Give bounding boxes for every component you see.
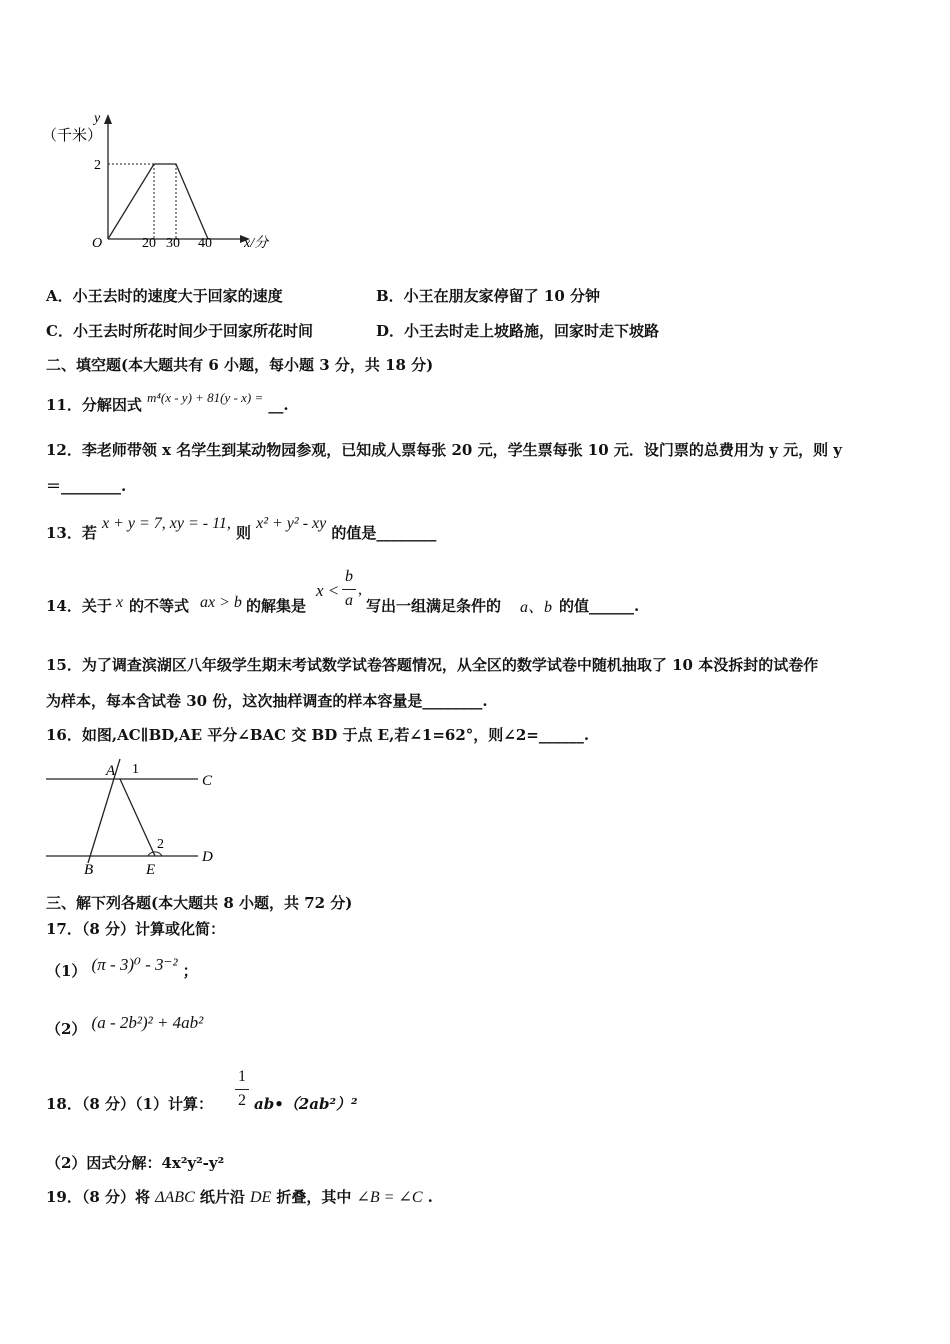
- question-19: [46, 1186, 433, 1207]
- q14-mid1: 的不等式: [129, 597, 190, 615]
- q19-triangle: ΔABC: [155, 1189, 195, 1206]
- distance-line: [108, 164, 208, 239]
- q18-fraction-denominator: 2: [238, 1092, 246, 1109]
- q18-prefix: 18．（8 分）（1）计算：: [46, 1095, 213, 1113]
- label-c: C: [202, 773, 213, 789]
- q13-suffix: 的值是________: [331, 524, 437, 542]
- q14-fraction-bar: [342, 589, 356, 590]
- label-b: B: [84, 862, 94, 878]
- q14-mid2: 的解集是: [246, 597, 307, 615]
- option-b: B．小王在朋友家停留了 10 分钟: [376, 287, 600, 305]
- y-tick-2: 2: [94, 158, 101, 173]
- label-a: A: [106, 763, 116, 779]
- section2-title: 二、填空题(本大题共有 6 小题，每小题 3 分，共 18 分): [46, 356, 434, 374]
- label-e: E: [146, 862, 156, 878]
- q14-ab: a、b: [520, 599, 553, 616]
- q14-solution-lhs: x <: [316, 581, 340, 600]
- option-c: C．小王去时所花时间少于回家所花时间: [46, 322, 313, 340]
- section3-title: 三、解下列各题(本大题共 8 小题，共 72 分): [46, 894, 353, 912]
- question-15-line2: 为样本，每本含试卷 30 份，这次抽样调查的样本容量是________.: [46, 692, 488, 710]
- question-12-line1: 12．李老师带领 x 名学生到某动物园参观，已知成人票每张 20 元，学生票每张 10 元．设门票的总费用为 y 元，则 y: [46, 441, 843, 459]
- q13-expression: x² + y² - xy: [256, 515, 327, 532]
- q19-condition: ∠B = ∠C: [356, 1189, 423, 1206]
- question-13: [46, 512, 437, 542]
- distance-time-graph: [40, 108, 280, 258]
- q19-mid1: 纸片沿: [199, 1188, 245, 1206]
- q14-prefix: 14．关于: [46, 597, 112, 615]
- q19-prefix: 19．（8 分）将: [46, 1188, 151, 1206]
- q14-x: x: [116, 594, 124, 611]
- q17-p2-expression: (a - 2b²)² + 4ab²: [91, 1013, 204, 1032]
- q11-formula: m⁴(x - y) + 81(y - x) =: [146, 390, 264, 405]
- question-18-part2: （2）因式分解：4x²y²-y²: [46, 1154, 225, 1172]
- question-12-line2: ＝________.: [46, 477, 127, 495]
- question-17-part1: [46, 954, 198, 980]
- option-a: A．小王去时的速度大于回家的速度: [46, 287, 283, 305]
- label-d: D: [202, 849, 213, 865]
- q19-de: DE: [249, 1189, 272, 1206]
- question-17-part2: [46, 1012, 204, 1038]
- x-tick-20: 20: [142, 236, 156, 251]
- q13-condition: x + y = 7, xy = - 11,: [101, 515, 231, 532]
- x-tick-30: 30: [166, 236, 180, 251]
- question-15-line1: 15．为了调查滨湖区八年级学生期末考试数学试卷答题情况，从全区的数学试卷中随机抽取了 10 本没拆封的试卷作: [46, 656, 819, 674]
- q17-p1-label: （1）: [46, 962, 87, 980]
- question-17-title: 17．（8 分）计算或化简：: [46, 920, 226, 938]
- q14-inequality: ax > b: [200, 594, 242, 611]
- q14-comma: ,: [358, 581, 362, 598]
- q14-fraction-denominator: a: [345, 592, 353, 609]
- origin-label: O: [92, 236, 103, 251]
- q13-then: 则: [236, 524, 252, 542]
- q14-mid3: 写出一组满足条件的: [366, 597, 502, 615]
- q17-p1-expression: (π - 3)⁰ - 3⁻²: [91, 955, 178, 974]
- q18-fraction-numerator: 1: [238, 1068, 246, 1085]
- option-d: D．小王去时走上坡路施，回家时走下坡路: [376, 322, 660, 340]
- q18-fraction-bar: [235, 1089, 249, 1090]
- q19-mid2: 折叠，其中: [276, 1188, 352, 1206]
- q14-fraction-numerator: b: [345, 568, 353, 585]
- q14-suffix: 的值______.: [559, 597, 640, 615]
- q11-prefix: 11．分解因式: [46, 396, 142, 414]
- label-angle-1: 1: [132, 762, 139, 777]
- segment-ae: [120, 779, 155, 856]
- q19-end: .: [427, 1188, 433, 1206]
- y-axis-label: y: [94, 111, 101, 126]
- q18-expression: ab•（2ab²）²: [254, 1095, 358, 1113]
- label-angle-2: 2: [157, 837, 164, 852]
- question-11: [46, 386, 289, 414]
- q11-blank: __.: [268, 396, 289, 414]
- question-16: 16．如图,AC∥BD,AE 平分∠BAC 交 BD 于点 E,若∠1=62°，则∠2=______.: [46, 726, 590, 744]
- x-axis-label: x/分: [244, 236, 269, 251]
- y-unit-label: （千米）: [42, 128, 103, 144]
- q17-p2-label: （2）: [46, 1020, 87, 1038]
- x-tick-40: 40: [198, 236, 212, 251]
- y-axis-arrow: [104, 114, 112, 124]
- q13-prefix: 13．若: [46, 524, 97, 542]
- parallel-lines-figure: [40, 755, 230, 880]
- segment-ab: [88, 759, 120, 863]
- q17-p1-end: ；: [182, 962, 198, 980]
